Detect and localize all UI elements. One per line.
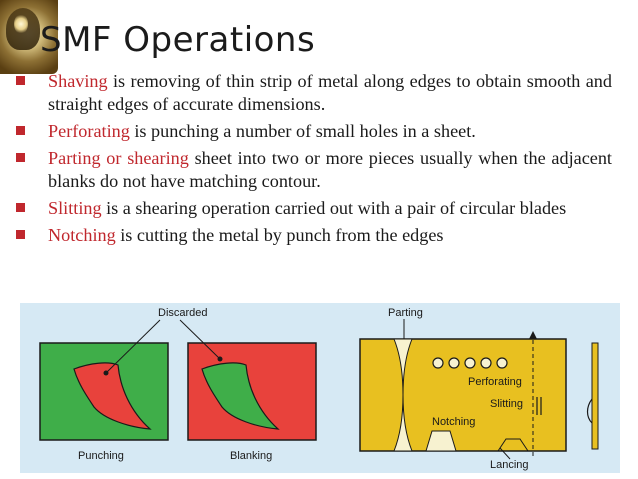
helmet-shine-icon	[14, 14, 28, 34]
strip-sheet	[360, 339, 566, 451]
bullet-square-icon	[16, 230, 25, 239]
perforation-hole	[433, 358, 443, 368]
term-shaving: Shaving	[48, 71, 108, 91]
label-lancing: Lancing	[490, 459, 529, 471]
sheet-metal-operations-figure	[20, 303, 620, 473]
bullet-square-icon	[16, 203, 25, 212]
definition-parting: sheet into two or more pieces usually when the adjacent blanks do not have matching contour.	[48, 148, 612, 191]
term-parting: Parting or shearing	[48, 148, 189, 168]
label-perforating: Perforating	[468, 376, 522, 388]
bullet-list	[14, 70, 612, 251]
label-punching: Punching	[78, 450, 124, 462]
discarded-dot-left	[104, 371, 109, 376]
label-parting: Parting	[388, 307, 423, 319]
bullet-item-slitting	[14, 197, 612, 220]
slit-arrow-icon	[529, 331, 537, 339]
bullet-square-icon	[16, 126, 25, 135]
label-blanking: Blanking	[230, 450, 273, 462]
bullet-square-icon	[16, 76, 25, 85]
label-slitting: Slitting	[490, 398, 524, 410]
label-discarded: Discarded	[158, 307, 208, 319]
bullet-item-notching	[14, 224, 612, 247]
definition-slitting: is a shearing operation carried out with a pair of circular blades	[101, 198, 567, 218]
slide-title: SMF Operations	[40, 20, 316, 60]
term-slitting: Slitting	[48, 198, 102, 218]
bullet-item-shaving	[14, 70, 612, 116]
definition-perforating: is punching a number of small holes in a sheet.	[129, 121, 476, 141]
bullet-item-parting	[14, 147, 612, 193]
side-profile-strip	[592, 343, 598, 449]
perforation-hole	[481, 358, 491, 368]
perforation-hole	[449, 358, 459, 368]
side-profile-bump	[588, 399, 593, 423]
term-perforating: Perforating	[48, 121, 130, 141]
discarded-dot-right	[218, 357, 223, 362]
bullet-square-icon	[16, 153, 25, 162]
perforation-hole	[497, 358, 507, 368]
term-notching: Notching	[48, 225, 116, 245]
bullet-item-perforating	[14, 120, 612, 143]
label-notching: Notching	[432, 416, 476, 428]
operations-diagram	[20, 303, 620, 473]
definition-notching: is cutting the metal by punch from the edges	[115, 225, 444, 245]
definition-shaving: is removing of thin strip of metal along edges to obtain smooth and straight edges of accurate dimensions.	[48, 71, 612, 114]
perforation-hole	[465, 358, 475, 368]
